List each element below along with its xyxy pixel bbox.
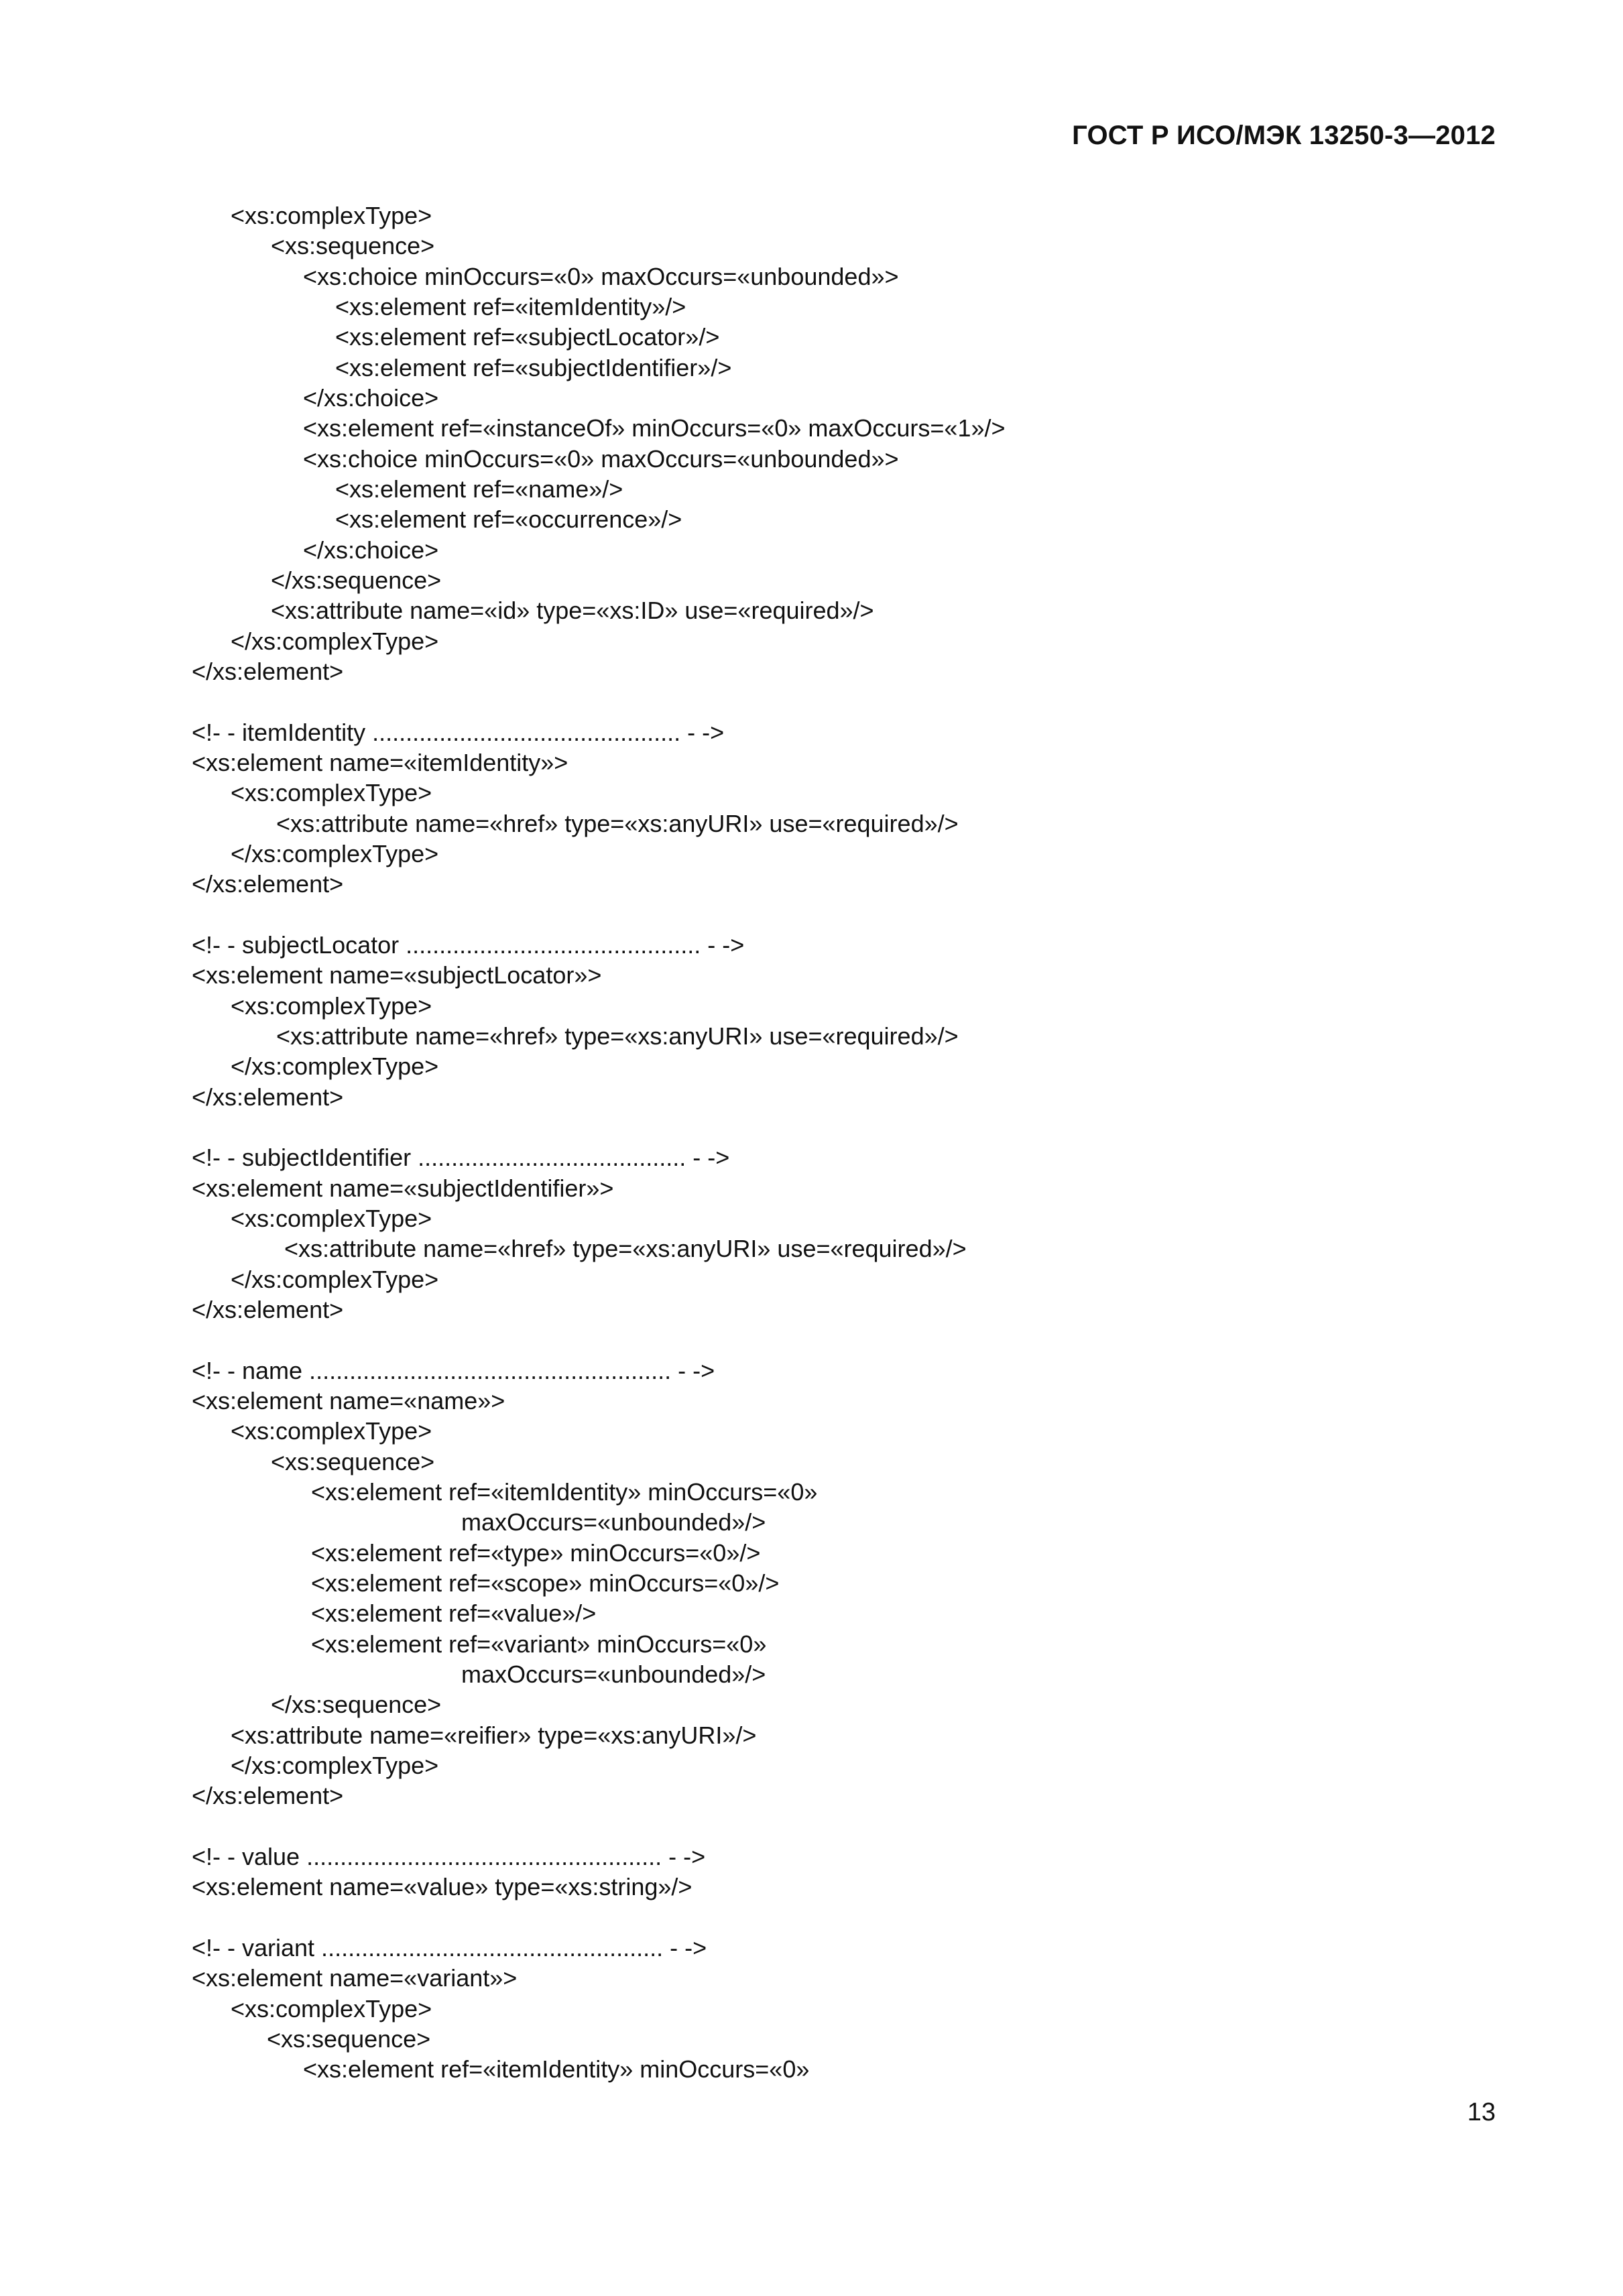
code-line: <xs:choice minOccurs=«0» maxOccurs=«unbounded»> [303, 445, 899, 473]
code-line: <xs:element name=«subjectIdentifier»> [192, 1174, 614, 1202]
code-line: <xs:element ref=«type» minOccurs=«0»/> [311, 1539, 761, 1567]
code-line: <xs:complexType> [231, 779, 432, 806]
code-line: </xs:complexType> [231, 1052, 439, 1080]
code-line: <xs:element name=«subjectLocator»> [192, 961, 602, 989]
code-line: <xs:element ref=«itemIdentity» minOccurs=«0» [303, 2055, 810, 2083]
code-line: <xs:element ref=«value»/> [311, 1599, 597, 1627]
code-line: <xs:element name=«itemIdentity»> [192, 749, 568, 776]
code-line: <xs:element ref=«occurrence»/> [335, 505, 682, 533]
code-line: </xs:element> [192, 1782, 344, 1809]
code-line: </xs:complexType> [231, 1266, 439, 1293]
page-number: 13 [1467, 2098, 1496, 2126]
code-line: </xs:element> [192, 658, 344, 685]
code-line: <xs:element ref=«subjectIdentifier»/> [335, 354, 732, 381]
code-comment-line: <!- - subjectLocator ............................................ - -> [192, 931, 745, 959]
code-line: <xs:element name=«value» type=«xs:string»/> [192, 1873, 693, 1900]
code-line: </xs:sequence> [271, 566, 442, 594]
code-line: <xs:attribute name=«reifier» type=«xs:anyURI»/> [231, 1721, 757, 1749]
code-line: <xs:sequence> [267, 2025, 431, 2053]
code-line: <xs:attribute name=«href» type=«xs:anyURI» use=«required»/> [276, 1022, 959, 1050]
code-line: <xs:choice minOccurs=«0» maxOccurs=«unbounded»> [303, 263, 899, 290]
code-line: <xs:sequence> [271, 232, 435, 259]
code-line: </xs:complexType> [231, 840, 439, 867]
code-line: </xs:element> [192, 1083, 344, 1111]
code-line: <xs:complexType> [231, 1995, 432, 2022]
code-comment-line: <!- - name ...................................................... - -> [192, 1357, 715, 1384]
code-line: <xs:sequence> [271, 1448, 435, 1475]
code-line: <xs:element ref=«itemIdentity» minOccurs=«0» [311, 1478, 818, 1506]
code-line: <xs:complexType> [231, 1417, 432, 1445]
code-line: </xs:element> [192, 870, 344, 898]
code-line: </xs:sequence> [271, 1691, 442, 1718]
code-line: <xs:element ref=«scope» minOccurs=«0»/> [311, 1569, 780, 1597]
code-line: <xs:element ref=«instanceOf» minOccurs=«0» maxOccurs=«1»/> [303, 414, 1006, 442]
code-comment-line: <!- - itemIdentity .............................................. - -> [192, 719, 725, 746]
code-line: <xs:attribute name=«href» type=«xs:anyURI» use=«required»/> [276, 810, 959, 837]
code-line: <xs:element name=«variant»> [192, 1964, 518, 1992]
code-line: <xs:element ref=«itemIdentity»/> [335, 293, 686, 320]
code-comment-line: <!- - variant ................................................... - -> [192, 1934, 707, 1961]
code-comment-line: <!- - subjectIdentifier ........................................ - -> [192, 1144, 730, 1171]
code-line: <xs:complexType> [231, 202, 432, 229]
code-line: <xs:complexType> [231, 992, 432, 1020]
document-standard-header: ГОСТ Р ИСО/МЭК 13250-3—2012 [1072, 121, 1496, 150]
code-line: <xs:attribute name=«href» type=«xs:anyURI» use=«required»/> [284, 1235, 967, 1262]
code-line: <xs:element ref=«name»/> [335, 475, 623, 503]
code-line: </xs:element> [192, 1296, 344, 1323]
code-comment-line: <!- - value ..................................................... - -> [192, 1843, 706, 1870]
code-line: </xs:choice> [303, 384, 439, 412]
code-line: <xs:element ref=«subjectLocator»/> [335, 323, 720, 351]
code-line: </xs:complexType> [231, 1752, 439, 1779]
code-line: maxOccurs=«unbounded»/> [461, 1508, 766, 1536]
code-line: maxOccurs=«unbounded»/> [461, 1660, 766, 1688]
code-line: </xs:complexType> [231, 627, 439, 655]
code-line: <xs:element name=«name»> [192, 1387, 505, 1414]
code-line: <xs:attribute name=«id» type=«xs:ID» use=«required»/> [271, 597, 874, 624]
code-line: <xs:element ref=«variant» minOccurs=«0» [311, 1630, 767, 1658]
code-line: </xs:choice> [303, 536, 439, 564]
code-line: <xs:complexType> [231, 1205, 432, 1232]
